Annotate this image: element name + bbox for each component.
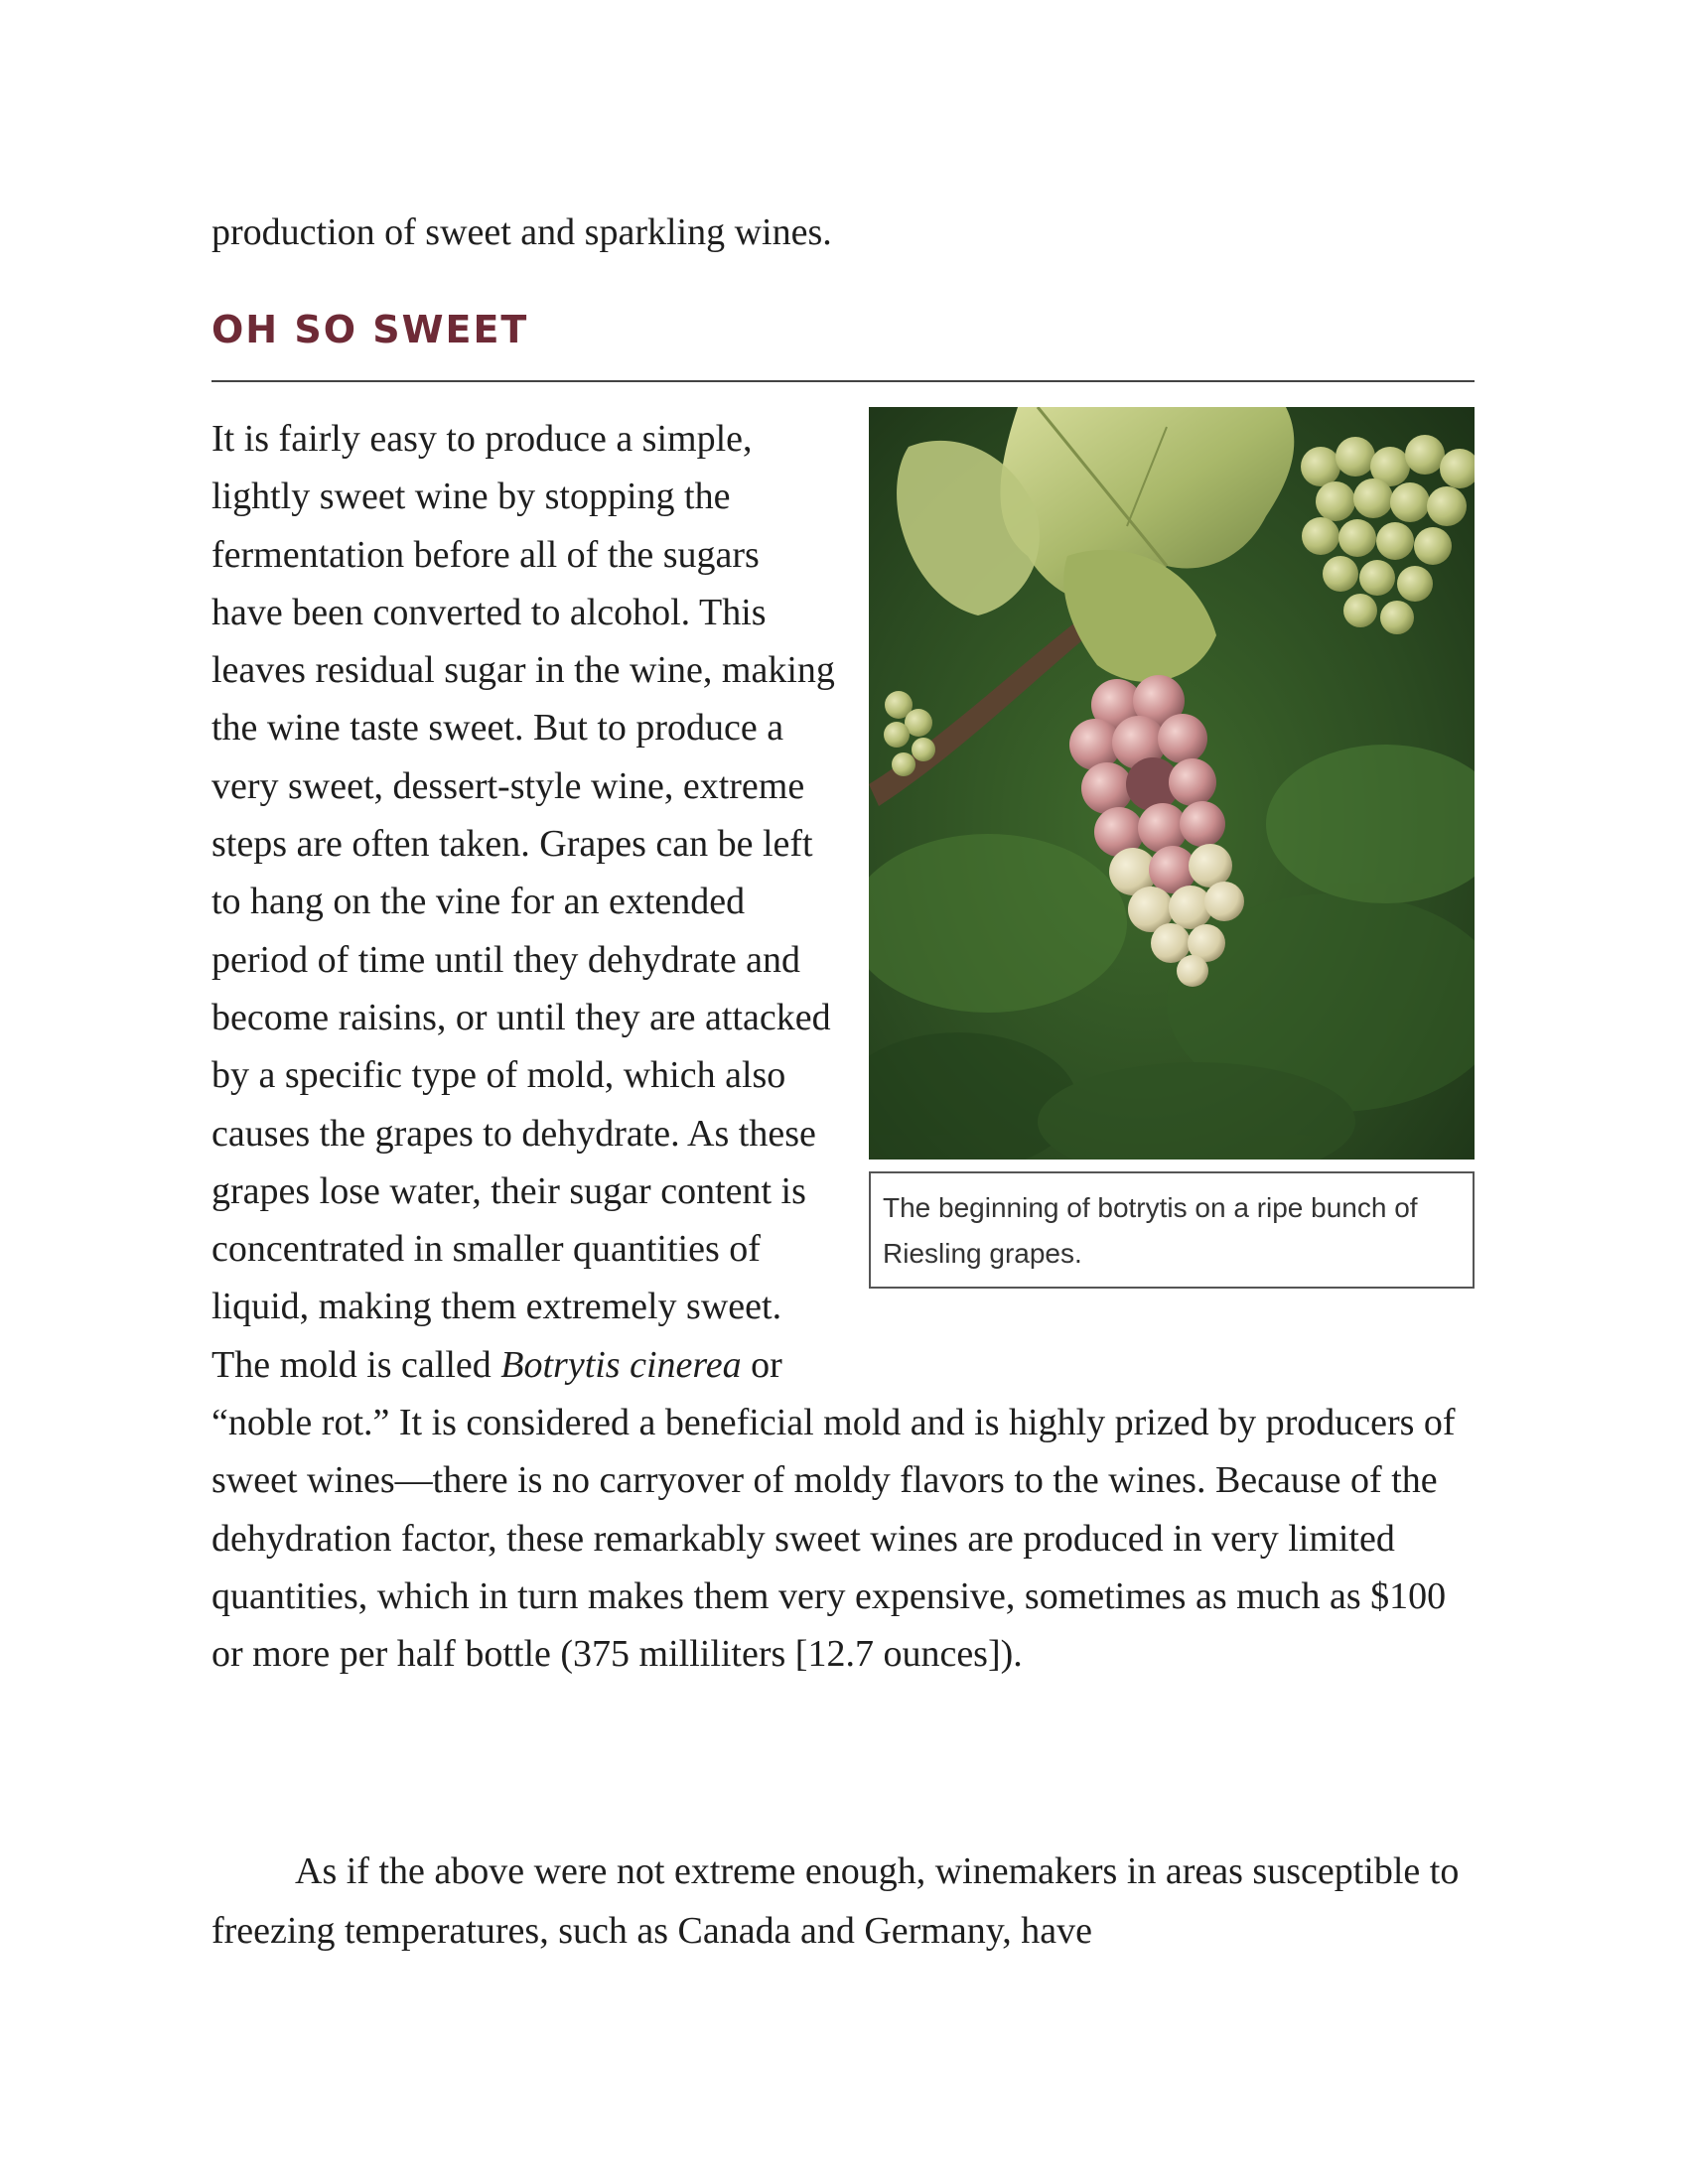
figure-caption: The beginning of botrytis on a ripe bunch of Riesling grapes. [869, 1171, 1475, 1289]
heading-rule [211, 380, 1475, 382]
paragraph-1-text-a: It is fairly easy to produce a simple, lightly sweet wine by stopping the fermentation before all of the sugars have been converted to alcohol. This leaves residual sugar in the wine, making the wine taste sweet. But to produce a very sweet, dessert-style wine, extreme steps are often taken. Grapes can be left to hang on the vine for an extended period of time until they dehydrate and become raisins, or until they are attacked by a specific type of mold, which also causes the grapes to dehydrate. As these grapes lose water, their sugar content is concentrated in smaller quantities of liquid, making them extremely sweet. The mold is called [211, 418, 835, 1386]
page [211, 0, 1475, 2184]
figure-wrap-space [839, 410, 1475, 1341]
section-heading: OH SO SWEET [211, 308, 529, 351]
lead-text: production of sweet and sparkling wines. [211, 211, 832, 253]
paragraph-1-text-b: or “noble rot.” It is considered a beneficial mold and is highly prized by producers of sweet wines—there is no carryover of moldy flavors to the wines. Because of the dehydration factor, these remarkably sweet wines are produced in very limited quantities, which in turn makes them very expensive, sometimes as much as $100 or more per half bottle (375 milliliters [12.7 ounces]). [211, 1343, 1456, 1676]
body-paragraph-2: As if the above were not extreme enough, winemakers in areas susceptible to freezing temperatures, such as Canada and Germany, have [211, 1850, 1460, 1952]
body-paragraph-1 [211, 410, 1475, 1684]
paragraph-1-italic-term: Botrytis cinerea [500, 1343, 742, 1386]
